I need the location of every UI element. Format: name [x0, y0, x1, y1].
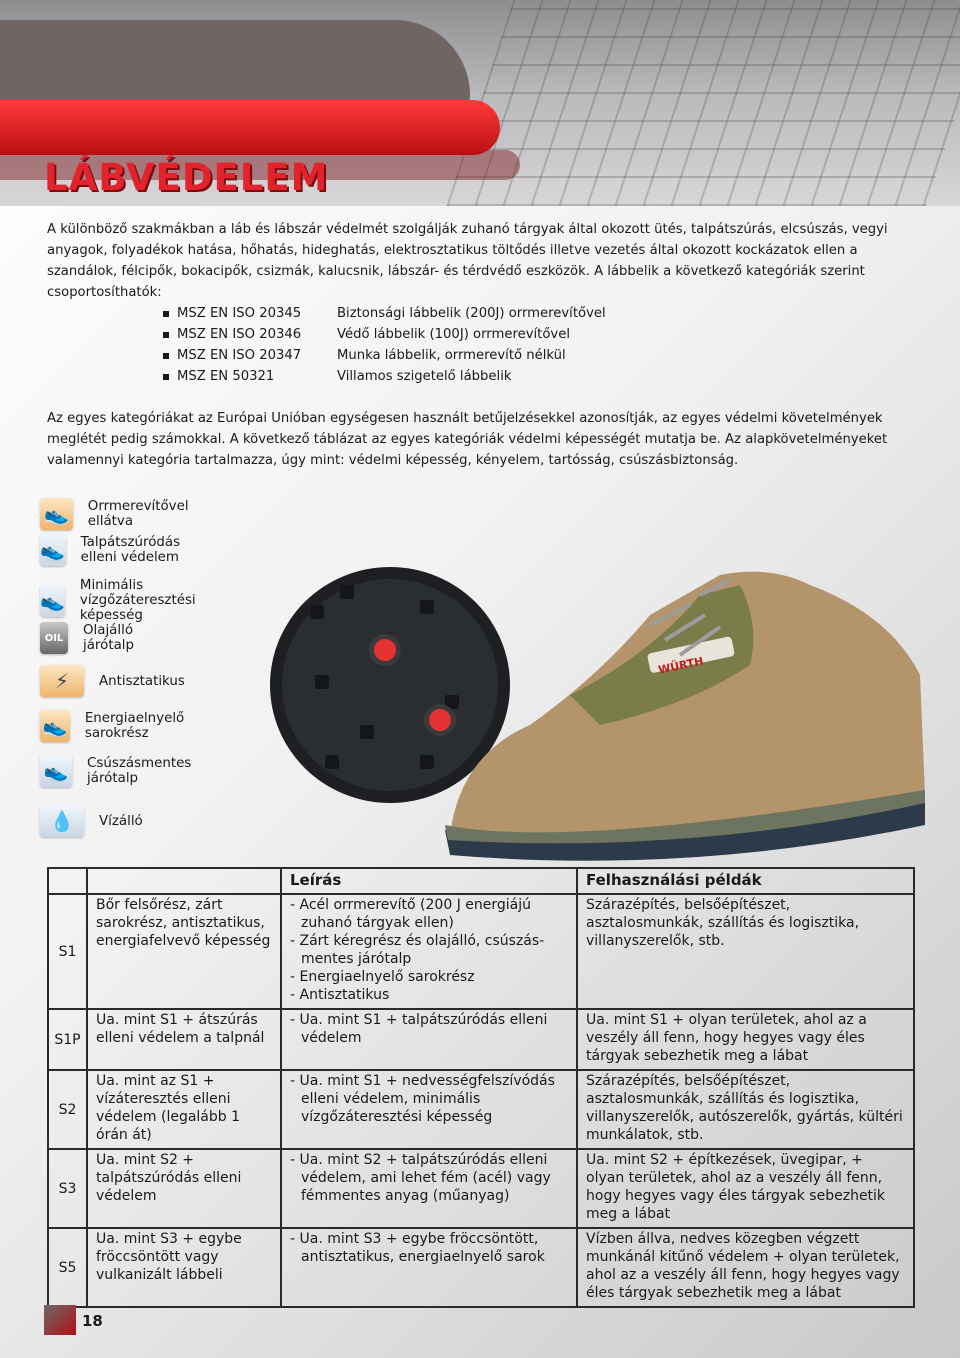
- waterproof-icon: 💧: [40, 805, 84, 837]
- description-line: védelem: [301, 1030, 362, 1046]
- header-description: Leírás: [281, 868, 577, 894]
- feature-item: [40, 534, 198, 566]
- feature-label: Antisztatikus: [99, 673, 185, 689]
- standard-code: MSZ EN ISO 20347: [177, 348, 302, 363]
- table-row: [48, 894, 914, 1009]
- puncture-icon: 👟: [40, 534, 66, 566]
- table-row: [48, 1228, 914, 1307]
- category-code: S1: [48, 894, 87, 1009]
- description-line: - Antisztatikus: [290, 987, 390, 1003]
- category-code: S1P: [48, 1009, 87, 1070]
- category-usage: Ua. mint S2 + építkezések, üvegipar, + olyan területek, ahol az a veszély áll fenn, hogy hegyes vagy éles tárgyak sebezhetik meg a lábat: [577, 1149, 914, 1228]
- feature-label: Talpátszúródás elleni védelem: [80, 535, 181, 565]
- standard-item: [163, 303, 606, 324]
- brand-text: WÜRTH: [657, 654, 705, 677]
- table-row: [48, 1149, 914, 1228]
- category-usage: Vízben állva, nedves közegben végzett munkánál kitűnő védelem + olyan területek, ahol az a veszély áll fenn, hogy hegyes vagy éles tárgyak sebezhetik meg a lábat: [577, 1228, 914, 1307]
- feature-item: [40, 622, 150, 654]
- category-usage: Szárazépítés, belsőépítészet, asztalosmunkák, szállítás és logisztika, villanyszerelők, stb.: [577, 894, 914, 1009]
- feature-label: Csúszásmentes járótalp: [87, 756, 192, 786]
- description-line: - Ua. mint S3 + egybe fröccsöntött,: [290, 1231, 539, 1247]
- toe-cap-icon: 👟: [40, 498, 73, 530]
- product-photo: [270, 555, 930, 875]
- description-line: zuhanó tárgyak ellen): [301, 915, 454, 931]
- standard-item: [163, 366, 606, 387]
- category-usage: Ua. mint S1 + olyan területek, ahol az a veszély áll fenn, hogy hegyes vagy éles tárgyak sebezhetik meg a lábat: [577, 1009, 914, 1070]
- category-description: [281, 1149, 577, 1228]
- category-code: S5: [48, 1228, 87, 1307]
- sole-red-dot: [429, 709, 451, 731]
- oil-icon: OIL: [40, 622, 68, 654]
- feature-item: [40, 755, 203, 787]
- description-line: védelem, ami lehet fém (acél) vagy: [301, 1170, 551, 1186]
- feature-label: Vízálló: [99, 813, 143, 829]
- category-description: [281, 1228, 577, 1307]
- feature-label: Energiaelnyelő sarokrész: [84, 711, 185, 741]
- sole-red-dot: [374, 639, 396, 661]
- standard-item: [163, 324, 606, 345]
- category-description: [281, 1009, 577, 1070]
- antistatic-icon: ⚡: [40, 665, 84, 697]
- table-row: [48, 1009, 914, 1070]
- description-line: - Ua. mint S1 + nedvességfelszívódás: [290, 1073, 555, 1089]
- feature-label: Olajálló járótalp: [83, 623, 135, 653]
- page-corner-image: [44, 1305, 76, 1335]
- category-summary: Ua. mint az S1 + vízáteresztés elleni védelem (legalább 1 órán át): [87, 1070, 281, 1149]
- category-summary: Ua. mint S3 + egybe fröccsöntött vagy vulkanizált lábbeli: [87, 1228, 281, 1307]
- description-line: vízgőzáteresztési képesség: [301, 1109, 493, 1125]
- header-usage: Felhasználási példák: [577, 868, 914, 894]
- page-number: 18: [82, 1312, 103, 1330]
- description-line: - Acél orrmerevítő (200 J energiájú: [290, 897, 532, 913]
- standards-list: [163, 303, 606, 387]
- standard-code: MSZ EN 50321: [177, 369, 275, 384]
- feature-item: [40, 710, 198, 742]
- category-description: [281, 894, 577, 1009]
- description-line: - Zárt kéregrész és olajálló, csúszás-: [290, 933, 545, 949]
- standard-label: Biztonsági lábbelik (200J) orrmerevítővel: [337, 306, 606, 321]
- bullet-icon: [163, 332, 169, 338]
- feature-item: [40, 805, 143, 837]
- description-line: mentes járótalp: [301, 951, 412, 967]
- description-line: fémmentes anyag (műanyag): [301, 1188, 510, 1204]
- red-sole: [0, 100, 500, 155]
- standard-label: Munka lábbelik, orrmerevítő nélkül: [337, 348, 566, 363]
- description-line: elleni védelem, minimális: [301, 1091, 481, 1107]
- standard-label: Védő lábbelik (100J) orrmerevítővel: [337, 327, 570, 342]
- feature-label: Minimális vízgőzáteresztési képesség: [79, 578, 196, 623]
- category-code: S3: [48, 1149, 87, 1228]
- anti-slip-icon: 👟: [40, 755, 72, 787]
- category-code: S2: [48, 1070, 87, 1149]
- heel-energy-icon: 👟: [40, 710, 70, 742]
- category-description: [281, 1070, 577, 1149]
- standard-code: MSZ EN ISO 20346: [177, 327, 302, 342]
- intro-paragraph: A különböző szakmákban a láb és lábszár védelmét szolgálják zuhanó tárgyak által okozott ütés, talpátszúrás, elcsúszás, vegyi anyagok, folyadékok hatása, hőhatás, hideghatás, elektrosztatikus töltődés illetve vezetés által okozott kockázatok ellen a szandálok, félcipők, bokacipők, csizmák, kalucsnik, lábszár- és térdvédő eszközök. A lábbelik a következő kategóriák szerint csoportosíthatók:: [47, 222, 888, 300]
- description-line: - Energiaelnyelő sarokrész: [290, 969, 475, 985]
- standard-code: MSZ EN ISO 20345: [177, 306, 302, 321]
- wire-mesh-background: [447, 0, 960, 206]
- description-line: antisztatikus, energiaelnyelő sarok: [301, 1249, 545, 1265]
- category-summary: Ua. mint S1 + átszúrás elleni védelem a talpnál: [87, 1009, 281, 1070]
- description-line: - Ua. mint S1 + talpátszúródás elleni: [290, 1012, 548, 1028]
- category-usage: Szárazépítés, belsőépítészet, asztalosmunkák, szállítás és logisztika, villanyszerelők, autószerelők, gyártás, kültéri munkálatok, stb.: [577, 1070, 914, 1149]
- category-summary: Ua. mint S2 + talpátszúródás elleni védelem: [87, 1149, 281, 1228]
- category-table: [47, 867, 915, 1308]
- feature-item: [40, 665, 185, 697]
- feature-label: Orrmerevítővel ellátva: [87, 499, 189, 529]
- feature-item: [40, 578, 215, 623]
- standard-item: [163, 345, 606, 366]
- header-cell: [48, 868, 87, 894]
- bullet-icon: [163, 311, 169, 317]
- header-cell: [87, 868, 281, 894]
- bullet-icon: [163, 353, 169, 359]
- bullet-icon: [163, 374, 169, 380]
- vapor-icon: 👟: [40, 585, 65, 617]
- categories-paragraph: Az egyes kategóriákat az Európai Unióban egységesen használt betűjelzésekkel azonosítják, az egyes védelmi követelmények meglétét pedig számokkal. A következő táblázat az egyes kategóriák védelmi képességét mutatja be. Az alapkövetelményeket valamennyi kategória tartalmazza, úgy mint: védelmi képesség, kényelem, tartósság, csúszásbiztonság.: [47, 411, 888, 468]
- description-line: - Ua. mint S2 + talpátszúródás elleni: [290, 1152, 548, 1168]
- category-summary: Bőr felsőrész, zárt sarokrész, antisztatikus, energiafelvevő képesség: [87, 894, 281, 1009]
- feature-item: [40, 498, 200, 530]
- standard-label: Villamos szigetelő lábbelik: [337, 369, 512, 384]
- table-row: [48, 1070, 914, 1149]
- page-title: LÁBVÉDELEM: [44, 156, 329, 199]
- table-header-row: [48, 868, 914, 894]
